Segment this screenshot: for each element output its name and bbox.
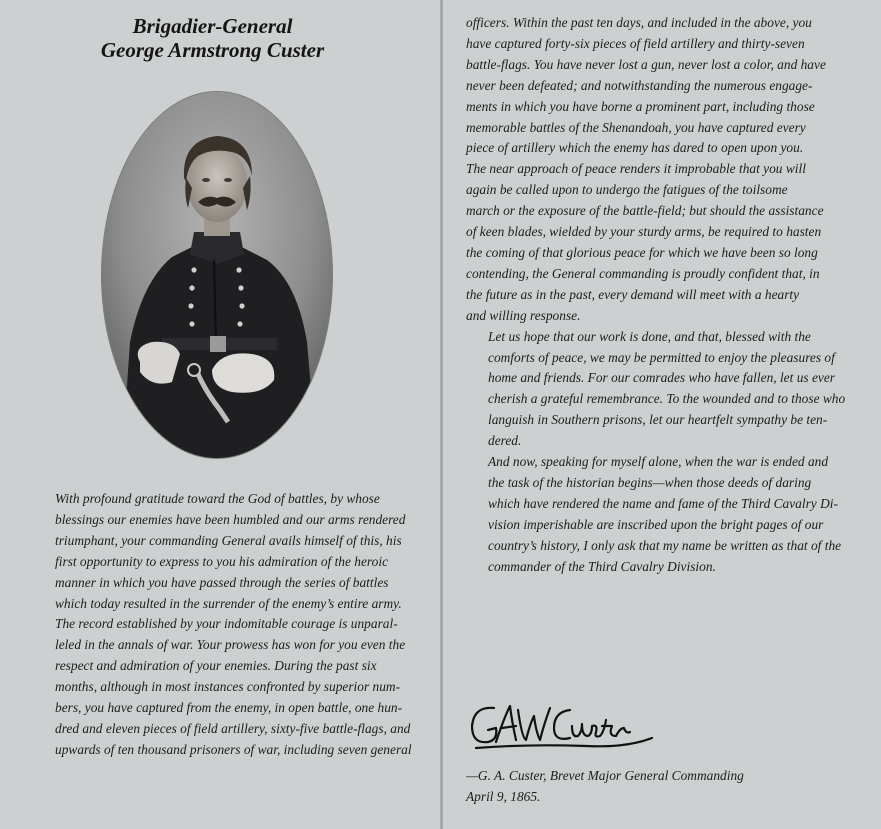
left-column-text — [33, 489, 433, 761]
text-line: have captured forty-six pieces of field artillery and thirty-seven — [466, 35, 805, 51]
text-line: months, although in most instances confronted by superior num- — [55, 679, 401, 695]
left-paragraph-1 — [33, 489, 433, 614]
text-line: manner in which you have passed through the series of battles — [55, 574, 389, 590]
text-line: battle-flags. You have never lost a gun, never lost a color, and have — [466, 56, 826, 72]
signature-illustration — [466, 698, 656, 754]
text-line: home and friends. For our comrades who have fallen, let us ever — [488, 370, 835, 386]
signature-date: April 9, 1865. — [466, 788, 541, 804]
custer-portrait — [102, 92, 332, 458]
text-line: of keen blades, wielded by your sturdy arms, be required to hasten — [466, 224, 822, 240]
title-line-name: George Armstrong Custer — [100, 38, 325, 62]
text-line: The near approach of peace renders it improbable that you will — [466, 161, 806, 177]
text-line: bers, you have captured from the enemy, in open battle, one hun- — [55, 700, 403, 716]
text-line: again be called upon to undergo the fatigues of the toilsome — [466, 182, 788, 198]
text-line: officers. Within the past ten days, and included in the above, you — [466, 15, 812, 30]
text-line: never been defeated; and notwithstanding the numerous engage- — [466, 77, 813, 93]
text-line: comforts of peace, we may be permitted to enjoy the pleasures of — [488, 349, 835, 365]
text-line: piece of artillery which the enemy has dared to open upon you. — [466, 140, 804, 156]
text-line: dred and eleven pieces of field artillery, sixty-five battle-flags, and — [55, 720, 411, 736]
text-line: memorable battles of the Shenandoah, you have captured every — [466, 119, 806, 135]
text-line: vision imperishable are inscribed upon the bright pages of our — [488, 516, 824, 532]
text-line: which have rendered the name and fame of the Third Cavalry Di- — [488, 495, 838, 511]
text-line: which today resulted in the surrender of the enemy’s entire army. — [55, 595, 402, 611]
text-line: blessings our enemies have been humbled and our arms rendered — [55, 511, 406, 527]
text-line: The record established by your indomitable courage is unparal- — [55, 616, 398, 632]
text-line: cherish a grateful remembrance. To the wounded and to those who — [488, 391, 846, 407]
signature-attribution: —G. A. Custer, Brevet Major General Commanding — [466, 768, 744, 783]
text-line: dered. — [488, 433, 522, 449]
text-line: Let us hope that our work is done, and that, blessed with the — [488, 328, 811, 344]
text-line: languish in Southern prisons, let our heartfelt sympathy be ten- — [488, 412, 828, 428]
text-line: triumphant, your commanding General avails himself of this, his — [55, 532, 402, 548]
text-line: march or the exposure of the battle-field; but should the assistance — [466, 203, 824, 219]
text-line: leled in the annals of war. Your prowess has won for you even the — [55, 637, 406, 653]
text-line: commander of the Third Cavalry Division. — [488, 558, 716, 574]
text-line: first opportunity to express to you his admiration of the heroic — [55, 553, 389, 569]
right-paragraph-3 — [466, 452, 870, 577]
title-line-rank: Brigadier-General — [132, 14, 293, 38]
text-line: the coming of that glorious peace for which we have been so long — [466, 244, 818, 260]
text-line: the task of the historian begins—when those deeds of daring — [488, 474, 812, 490]
custer-signature — [466, 698, 656, 754]
text-line: upwards of ten thousand prisoners of war, including seven general — [55, 741, 412, 757]
text-line: ments in which you have borne a prominent part, including those — [466, 98, 815, 114]
text-line: country’s history, I only ask that my name be written as that of the — [488, 537, 842, 553]
page-title — [0, 14, 425, 62]
text-line: the future as in the past, every demand will meet with a hearty — [466, 286, 800, 302]
signature-caption — [466, 766, 744, 808]
page-gutter — [440, 0, 443, 829]
text-line: With profound gratitude toward the God of battles, by whose — [55, 491, 380, 506]
right-paragraph-2 — [466, 327, 870, 452]
right-paragraph-1 — [466, 13, 870, 327]
text-line: respect and admiration of your enemies. During the past six — [55, 658, 377, 674]
text-line: and willing response. — [466, 307, 581, 323]
text-line: And now, speaking for myself alone, when the war is ended and — [488, 454, 829, 470]
left-paragraph-2 — [33, 614, 433, 760]
portrait-illustration — [102, 92, 332, 458]
text-line: contending, the General commanding is proudly confident that, in — [466, 265, 820, 281]
right-column-text — [466, 13, 870, 577]
